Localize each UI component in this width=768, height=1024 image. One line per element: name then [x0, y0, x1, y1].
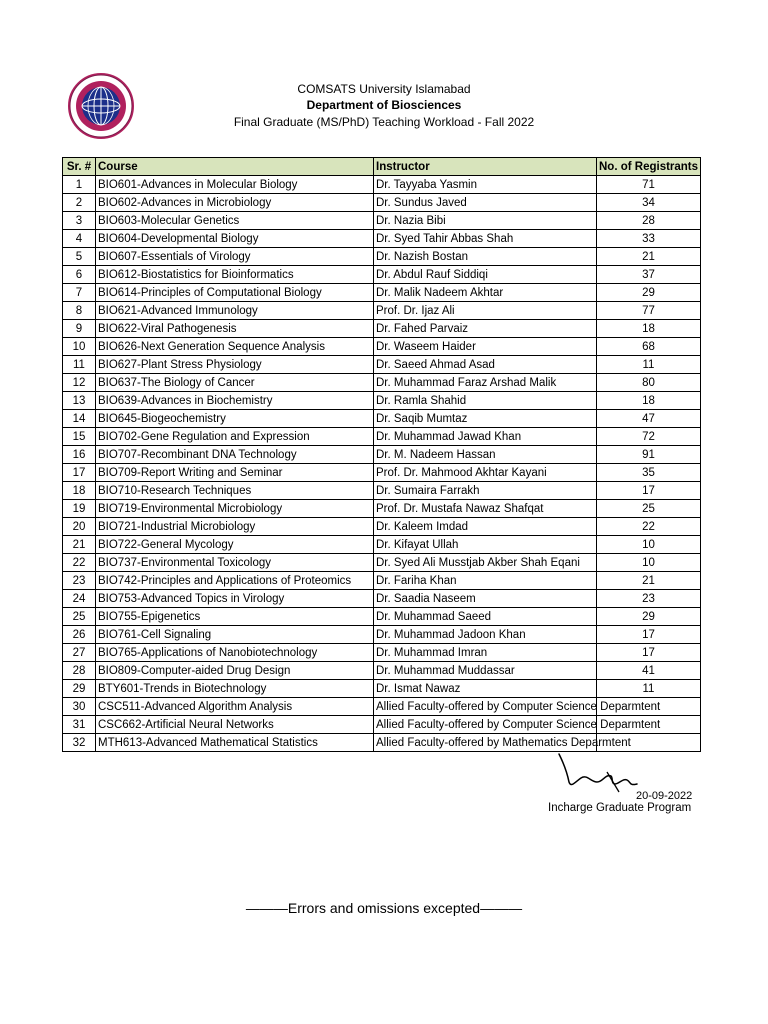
cell-instructor: Dr. Waseem Haider: [374, 338, 597, 356]
cell-instructor: Allied Faculty-offered by Mathematics Deparmtent: [374, 734, 597, 752]
table-row: [63, 536, 701, 554]
cell-instructor: Allied Faculty-offered by Computer Science Deparmtent: [374, 716, 597, 734]
department-name: Department of Biosciences: [306, 98, 462, 112]
cell-registrants: 21: [597, 572, 701, 590]
cell-course: BIO755-Epigenetics: [96, 608, 374, 626]
cell-instructor: Dr. Muhammad Muddassar: [374, 662, 597, 680]
cell-instructor: Dr. Nazia Bibi: [374, 212, 597, 230]
cell-course: MTH613-Advanced Mathematical Statistics: [96, 734, 374, 752]
cell-registrants: 28: [597, 212, 701, 230]
table-row: [63, 212, 701, 230]
cell-course: BIO637-The Biology of Cancer: [96, 374, 374, 392]
cell-course: BIO722-General Mycology: [96, 536, 374, 554]
table-row: [63, 302, 701, 320]
cell-registrants: 68: [597, 338, 701, 356]
table-row: [63, 410, 701, 428]
cell-sr: 10: [63, 338, 96, 356]
cell-registrants: 18: [597, 392, 701, 410]
cell-sr: 11: [63, 356, 96, 374]
cell-course: CSC662-Artificial Neural Networks: [96, 716, 374, 734]
cell-instructor: Dr. Syed Ali Musstjab Akber Shah Eqani: [374, 554, 597, 572]
cell-course: BIO721-Industrial Microbiology: [96, 518, 374, 536]
cell-sr: 5: [63, 248, 96, 266]
cell-course: BIO709-Report Writing and Seminar: [96, 464, 374, 482]
cell-instructor: Dr. Muhammad Jawad Khan: [374, 428, 597, 446]
university-name: COMSATS University Islamabad: [297, 82, 471, 96]
table-header-row: [63, 158, 701, 176]
cell-sr: 20: [63, 518, 96, 536]
table-row: [63, 356, 701, 374]
column-header-sr: Sr. #: [63, 158, 96, 176]
cell-sr: 2: [63, 194, 96, 212]
cell-sr: 16: [63, 446, 96, 464]
cell-course: BIO702-Gene Regulation and Expression: [96, 428, 374, 446]
table-row: [63, 608, 701, 626]
cell-course: BIO621-Advanced Immunology: [96, 302, 374, 320]
cell-instructor: Dr. Malik Nadeem Akhtar: [374, 284, 597, 302]
cell-sr: 28: [63, 662, 96, 680]
cell-sr: 29: [63, 680, 96, 698]
signature-date: 20-09-2022: [636, 790, 693, 802]
table-row: [63, 248, 701, 266]
table-body: [63, 176, 701, 752]
cell-registrants: 72: [597, 428, 701, 446]
cell-instructor: Dr. Fariha Khan: [374, 572, 597, 590]
cell-instructor: Dr. Ismat Nawaz: [374, 680, 597, 698]
cell-instructor: Dr. Sundus Javed: [374, 194, 597, 212]
cell-instructor: Dr. Ramla Shahid: [374, 392, 597, 410]
cell-registrants: 33: [597, 230, 701, 248]
cell-course: BIO604-Developmental Biology: [96, 230, 374, 248]
cell-course: BIO639-Advances in Biochemistry: [96, 392, 374, 410]
cell-sr: 7: [63, 284, 96, 302]
cell-instructor: Dr. Saqib Mumtaz: [374, 410, 597, 428]
cell-registrants: 47: [597, 410, 701, 428]
workload-table: [62, 157, 701, 752]
cell-registrants: 17: [597, 644, 701, 662]
cell-course: BIO614-Principles of Computational Biology: [96, 284, 374, 302]
cell-sr: 12: [63, 374, 96, 392]
cell-sr: 22: [63, 554, 96, 572]
cell-registrants: 91: [597, 446, 701, 464]
cell-course: BIO601-Advances in Molecular Biology: [96, 176, 374, 194]
cell-instructor: Prof. Dr. Ijaz Ali: [374, 302, 597, 320]
table-row: [63, 626, 701, 644]
cell-course: BIO622-Viral Pathogenesis: [96, 320, 374, 338]
cell-registrants: 71: [597, 176, 701, 194]
cell-course: CSC511-Advanced Algorithm Analysis: [96, 698, 374, 716]
table-row: [63, 482, 701, 500]
cell-course: BIO753-Advanced Topics in Virology: [96, 590, 374, 608]
cell-sr: 1: [63, 176, 96, 194]
cell-instructor: Dr. Saadia Naseem: [374, 590, 597, 608]
cell-sr: 4: [63, 230, 96, 248]
table-row: [63, 284, 701, 302]
cell-registrants: 17: [597, 482, 701, 500]
cell-instructor: Dr. Kifayat Ullah: [374, 536, 597, 554]
cell-registrants: 21: [597, 248, 701, 266]
cell-registrants: 80: [597, 374, 701, 392]
cell-instructor: Dr. Fahed Parvaiz: [374, 320, 597, 338]
cell-registrants: 34: [597, 194, 701, 212]
cell-course: BIO719-Environmental Microbiology: [96, 500, 374, 518]
table-row: [63, 446, 701, 464]
cell-instructor: Prof. Dr. Mustafa Nawaz Shafqat: [374, 500, 597, 518]
cell-course: BTY601-Trends in Biotechnology: [96, 680, 374, 698]
table-row: [63, 428, 701, 446]
cell-course: BIO645-Biogeochemistry: [96, 410, 374, 428]
cell-course: BIO626-Next Generation Sequence Analysis: [96, 338, 374, 356]
cell-course: BIO607-Essentials of Virology: [96, 248, 374, 266]
table-row: [63, 176, 701, 194]
document-subtitle: Final Graduate (MS/PhD) Teaching Workload - Fall 2022: [233, 115, 535, 129]
cell-sr: 3: [63, 212, 96, 230]
table-row: [63, 554, 701, 572]
cell-instructor: Allied Faculty-offered by Computer Science Deparmtent: [374, 698, 597, 716]
cell-sr: 6: [63, 266, 96, 284]
cell-sr: 25: [63, 608, 96, 626]
cell-instructor: Dr. Muhammad Saeed: [374, 608, 597, 626]
table-row: [63, 590, 701, 608]
cell-course: BIO765-Applications of Nanobiotechnology: [96, 644, 374, 662]
cell-course: BIO707-Recombinant DNA Technology: [96, 446, 374, 464]
column-header-course: Course: [96, 158, 374, 176]
cell-course: BIO602-Advances in Microbiology: [96, 194, 374, 212]
cell-instructor: Dr. M. Nadeem Hassan: [374, 446, 597, 464]
cell-instructor: Dr. Sumaira Farrakh: [374, 482, 597, 500]
cell-instructor: Dr. Nazish Bostan: [374, 248, 597, 266]
table-row: [63, 698, 701, 716]
cell-registrants: 18: [597, 320, 701, 338]
cell-sr: 24: [63, 590, 96, 608]
cell-instructor: Dr. Muhammad Faraz Arshad Malik: [374, 374, 597, 392]
cell-registrants: 11: [597, 356, 701, 374]
cell-registrants: 35: [597, 464, 701, 482]
cell-course: BIO761-Cell Signaling: [96, 626, 374, 644]
table-row: [63, 716, 701, 734]
cell-registrants: 29: [597, 284, 701, 302]
table-row: [63, 572, 701, 590]
cell-registrants: 23: [597, 590, 701, 608]
cell-registrants: 29: [597, 608, 701, 626]
cell-sr: 13: [63, 392, 96, 410]
column-header-instructor: Instructor: [374, 158, 597, 176]
cell-sr: 32: [63, 734, 96, 752]
table-row: [63, 392, 701, 410]
cell-instructor: Dr. Abdul Rauf Siddiqi: [374, 266, 597, 284]
table-row: [63, 266, 701, 284]
cell-course: BIO710-Research Techniques: [96, 482, 374, 500]
table-row: [63, 680, 701, 698]
cell-sr: 19: [63, 500, 96, 518]
cell-instructor: Dr. Muhammad Imran: [374, 644, 597, 662]
cell-sr: 18: [63, 482, 96, 500]
cell-sr: 26: [63, 626, 96, 644]
cell-sr: 14: [63, 410, 96, 428]
table-row: [63, 320, 701, 338]
cell-registrants: 22: [597, 518, 701, 536]
cell-sr: 23: [63, 572, 96, 590]
cell-sr: 31: [63, 716, 96, 734]
column-header-registrants: No. of Registrants: [597, 158, 701, 176]
table-row: [63, 734, 701, 752]
table-row: [63, 194, 701, 212]
cell-course: BIO603-Molecular Genetics: [96, 212, 374, 230]
table-row: [63, 518, 701, 536]
table-row: [63, 500, 701, 518]
cell-registrants: 10: [597, 536, 701, 554]
cell-instructor: Dr. Saeed Ahmad Asad: [374, 356, 597, 374]
cell-registrants: 77: [597, 302, 701, 320]
table-row: [63, 338, 701, 356]
cell-course: BIO627-Plant Stress Physiology: [96, 356, 374, 374]
cell-registrants: 37: [597, 266, 701, 284]
cell-instructor: Dr. Tayyaba Yasmin: [374, 176, 597, 194]
cell-instructor: Dr. Kaleem Imdad: [374, 518, 597, 536]
table-row: [63, 662, 701, 680]
cell-sr: 21: [63, 536, 96, 554]
cell-sr: 30: [63, 698, 96, 716]
table-row: [63, 230, 701, 248]
cell-registrants: 25: [597, 500, 701, 518]
cell-course: BIO742-Principles and Applications of Proteomics: [96, 572, 374, 590]
cell-sr: 8: [63, 302, 96, 320]
cell-instructor: Prof. Dr. Mahmood Akhtar Kayani: [374, 464, 597, 482]
table-row: [63, 374, 701, 392]
cell-registrants: 11: [597, 680, 701, 698]
cell-registrants: 10: [597, 554, 701, 572]
cell-instructor: Dr. Muhammad Jadoon Khan: [374, 626, 597, 644]
cell-sr: 15: [63, 428, 96, 446]
cell-registrants: 17: [597, 626, 701, 644]
cell-sr: 17: [63, 464, 96, 482]
table-row: [63, 464, 701, 482]
table-row: [63, 644, 701, 662]
cell-instructor: Dr. Syed Tahir Abbas Shah: [374, 230, 597, 248]
cell-registrants: 41: [597, 662, 701, 680]
footer-note: ———Errors and omissions excepted———: [245, 900, 523, 916]
cell-sr: 9: [63, 320, 96, 338]
cell-sr: 27: [63, 644, 96, 662]
cell-course: BIO737-Environmental Toxicology: [96, 554, 374, 572]
cell-course: BIO612-Biostatistics for Bioinformatics: [96, 266, 374, 284]
signatory-role: Incharge Graduate Program: [548, 802, 692, 814]
cell-course: BIO809-Computer-aided Drug Design: [96, 662, 374, 680]
